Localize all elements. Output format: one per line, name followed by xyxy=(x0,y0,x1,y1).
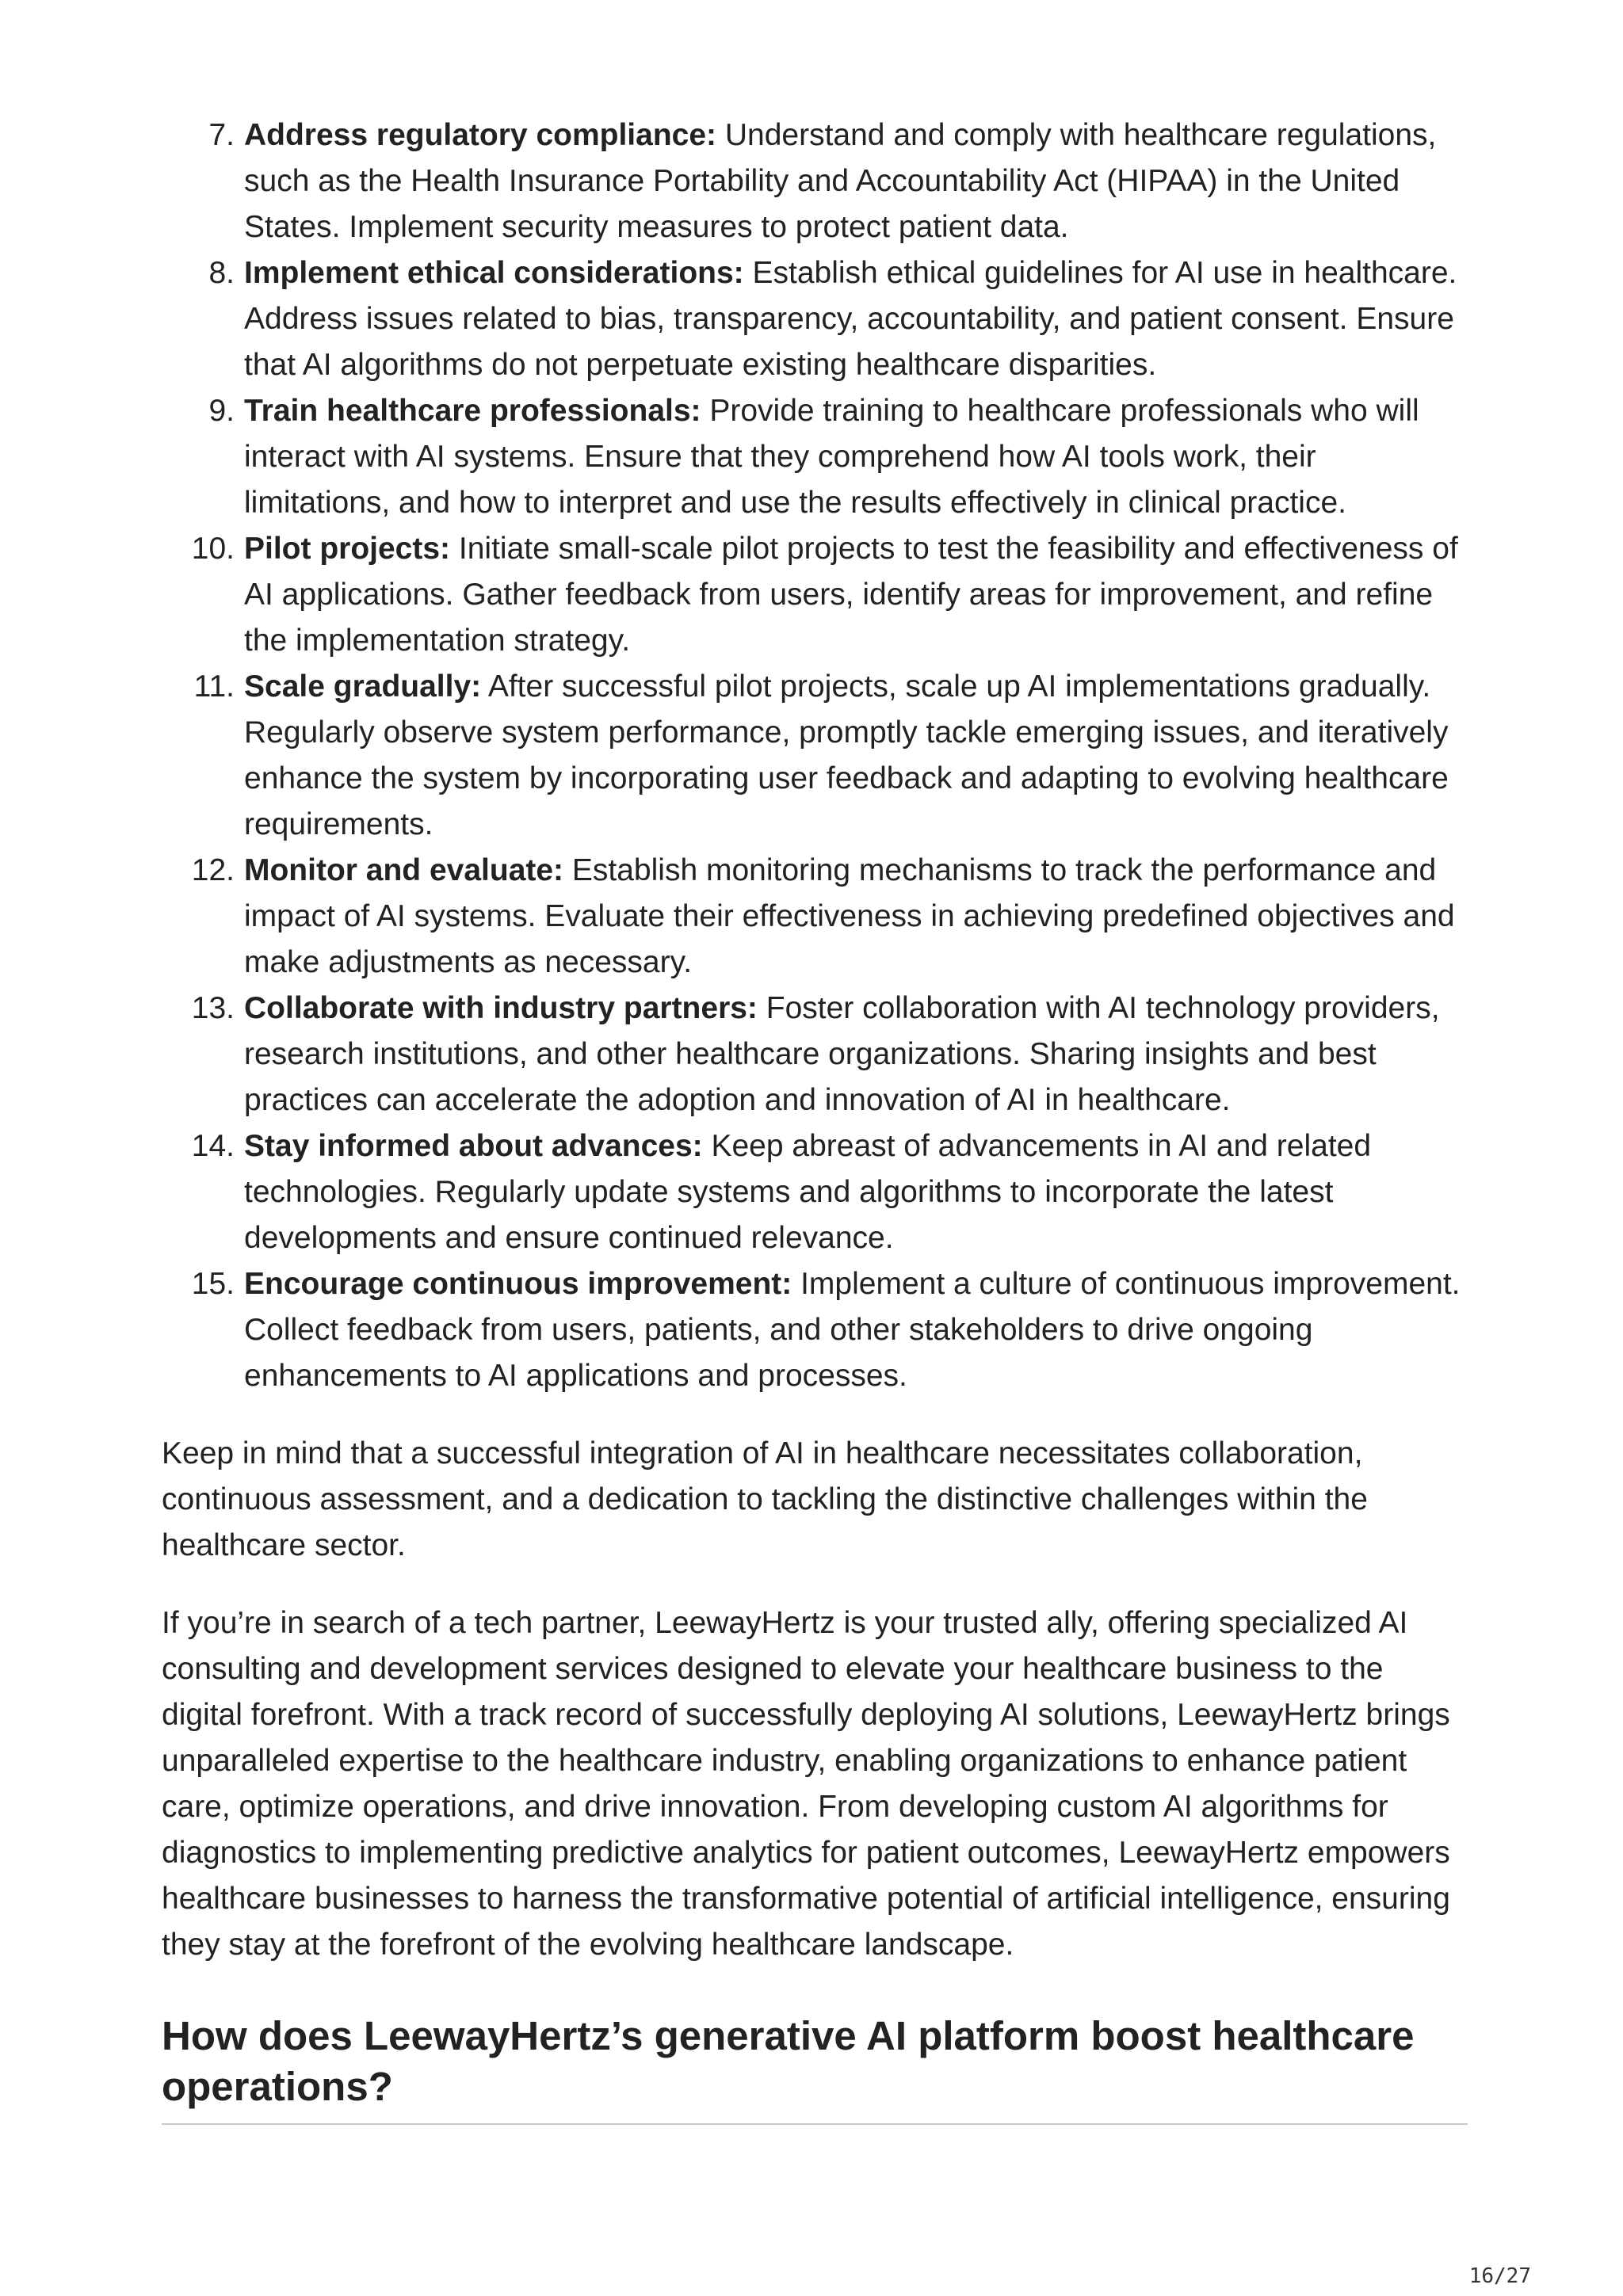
list-item-number: 14. xyxy=(191,1129,235,1163)
list-item-number: 7. xyxy=(208,118,235,152)
list-item-number: 11. xyxy=(193,669,235,704)
list-item xyxy=(162,986,1468,1123)
list-item-text: Establish monitoring mechanisms to track the performance and impact of AI systems. Evaluate their effectiveness in achieving predefined objectives and make adjustments as necessary. xyxy=(244,853,1455,979)
list-item-text: Foster collaboration with AI technology providers, research institutions, and other healthcare organizations. Sharing insights and best practices can accelerate the adoption and innovation of AI in healthcare. xyxy=(244,991,1440,1117)
list-item-title: Pilot projects: xyxy=(244,532,451,566)
section-heading: How does LeewayHertz’s generative AI platform boost healthcare operations? xyxy=(162,2013,1415,2109)
list-item-number: 9. xyxy=(208,394,235,428)
list-item xyxy=(162,113,1468,250)
list-item-title: Train healthcare professionals: xyxy=(244,394,701,428)
list-item xyxy=(162,526,1468,664)
list-item-title: Address regulatory compliance: xyxy=(244,118,717,152)
list-item-title: Stay informed about advances: xyxy=(244,1129,703,1163)
list-item-text: Understand and comply with healthcare regulations, such as the Health Insurance Portability and Accountability Act (HIPAA) in the United States. Implement security measures to protect patient data. xyxy=(244,118,1437,244)
list-item-text: Implement a culture of continuous improvement. Collect feedback from users, patients, and other stakeholders to drive ongoing enhancements to AI applications and processes. xyxy=(244,1267,1461,1393)
list-item-text: Initiate small-scale pilot projects to test the feasibility and effectiveness of AI applications. Gather feedback from users, identify areas for improvement, and refine the implementation strategy. xyxy=(244,532,1458,658)
list-item xyxy=(162,388,1468,526)
heading-divider xyxy=(162,2123,1468,2125)
list-item-text: After successful pilot projects, scale up AI implementations gradually. Regularly observe system performance, promptly tackle emerging issues, and iteratively enhance the system by incorporating user feedback and adapting to evolving healthcare requirements. xyxy=(244,669,1449,841)
list-item-number: 12. xyxy=(191,853,235,887)
list-item-title: Implement ethical considerations: xyxy=(244,256,744,290)
list-item-text: Provide training to healthcare professionals who will interact with AI systems. Ensure that they comprehend how AI tools work, their limitations, and how to interpret and use the results effectively in clinical practice. xyxy=(244,394,1419,520)
list-item-title: Collaborate with industry partners: xyxy=(244,991,758,1025)
paragraph-conclusion: Keep in mind that a successful integration of AI in healthcare necessitates collaboration, continuous assessment, and a dedication to tackling the distinctive challenges within the healthcare sector. xyxy=(162,1436,1368,1562)
list-item-text: Keep abreast of advancements in AI and related technologies. Regularly update systems and algorithms to incorporate the latest developments and ensure continued relevance. xyxy=(244,1129,1372,1255)
list-item xyxy=(162,848,1468,986)
list-item-title: Encourage continuous improvement: xyxy=(244,1267,792,1301)
list-item-number: 10. xyxy=(191,532,235,566)
article-content xyxy=(162,113,1468,2125)
list-item xyxy=(162,1261,1468,1399)
page-number: 16/27 xyxy=(1468,2264,1531,2288)
list-item-number: 15. xyxy=(191,1267,235,1301)
list-item-number: 13. xyxy=(191,991,235,1025)
paragraph-leewayhertz: If you’re in search of a tech partner, LeewayHertz is your trusted ally, offering specialized AI consulting and development services designed to elevate your healthcare business to the digital forefront. With a track record of successfully deploying AI solutions, LeewayHertz brings unparalleled expertise to the healthcare industry, enabling organizations to enhance patient care, optimize operations, and drive innovation. From developing custom AI algorithms for diagnostics to implementing predictive analytics for patient outcomes, LeewayHertz empowers healthcare businesses to harness the transformative potential of artificial intelligence, ensuring they stay at the forefront of the evolving healthcare landscape. xyxy=(162,1606,1450,1962)
list-item-number: 8. xyxy=(208,256,235,290)
list-item-title: Scale gradually: xyxy=(244,669,482,704)
list-item xyxy=(162,664,1468,848)
list-item-text: Establish ethical guidelines for AI use in healthcare. Address issues related to bias, transparency, accountability, and patient consent. Ensure that AI algorithms do not perpetuate existing healthcare disparities. xyxy=(244,256,1457,382)
list-item xyxy=(162,250,1468,388)
list-item xyxy=(162,1123,1468,1261)
steps-list xyxy=(162,113,1468,1399)
list-item-title: Monitor and evaluate: xyxy=(244,853,564,887)
